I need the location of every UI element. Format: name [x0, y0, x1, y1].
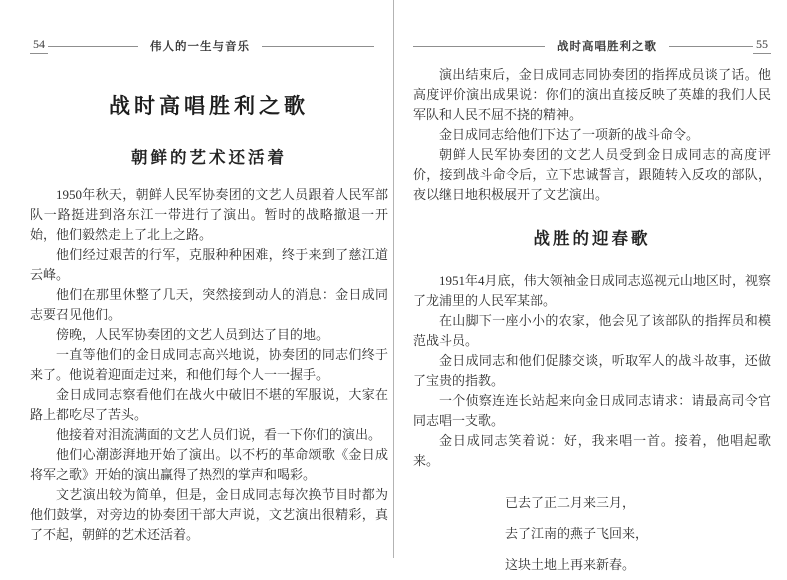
right-body-text-bottom [413, 271, 771, 471]
paragraph: 1950年秋天，朝鲜人民军协奏团的文艺人员跟着人民军部队一路挺进到洛东江一带进行了演出。暂时的战略撤退一开始，他们毅然走上了北上之路。 [30, 187, 388, 242]
right-running-title: 战时高唱胜利之歌 [557, 41, 657, 53]
lyric-line: 已去了正二月来三月， [505, 495, 636, 510]
paragraph: 他们经过艰苦的行军，克服种种困难，终于来到了慈江道云峰。 [30, 247, 388, 282]
paragraph: 他们在那里休整了几天，突然接到动人的消息：金日成同志要召见他们。 [30, 287, 388, 322]
paragraph: 演出结束后，金日成同志同协奏团的指挥成员谈了话。他高度评价演出成果说：你们的演出直接反映了英雄的我们人民军队和人民不屈不挠的精神。 [413, 67, 771, 122]
left-body-text [30, 185, 388, 545]
section-title-left: 朝鲜的艺术还活着 [131, 148, 287, 167]
paragraph: 金日成同志和他们促膝交谈，听取军人的战斗故事，还做了宝贵的指教。 [413, 353, 771, 388]
chapter-title: 战时高唱胜利之歌 [109, 94, 309, 118]
lyric-line: 去了江南的燕子飞回来， [505, 526, 649, 541]
paragraph: 他们心潮澎湃地开始了演出。以不朽的革命颂歌《金日成将军之歌》开始的演出赢得了热烈的掌声和喝彩。 [30, 447, 388, 482]
header-rule [669, 46, 753, 47]
left-page-header [30, 38, 388, 54]
header-rule [413, 46, 545, 47]
paragraph: 傍晚，人民军协奏团的文艺人员到达了目的地。 [56, 327, 330, 342]
right-page-header [413, 38, 771, 54]
lyric-line: 这块土地上再来新春。 [505, 557, 636, 572]
page-right [393, 0, 787, 572]
paragraph: 一个侦察连连长站起来向金日成同志请求：请最高司令官同志唱一支歌。 [413, 393, 771, 428]
page-left [0, 0, 393, 558]
right-body-text-top [413, 65, 771, 205]
left-running-title: 伟人的一生与音乐 [150, 41, 250, 53]
paragraph: 金日成同志给他们下达了一项新的战斗命令。 [439, 127, 700, 142]
paragraph: 金日成同志笑着说：好，我来唱一首。接着，他唱起歌来。 [413, 433, 771, 468]
paragraph: 金日成同志察看他们在战火中破旧不堪的军服说，大家在路上都吃尽了苦头。 [30, 387, 388, 422]
header-rule [48, 46, 138, 47]
song-lyrics [505, 487, 771, 580]
paragraph: 他接着对泪流满面的文艺人员们说，看一下你们的演出。 [56, 427, 382, 442]
paragraph: 文艺演出较为简单，但是，金日成同志每次换节目时都为他们鼓掌，对旁边的协奏团干部大声说，文艺演出很精彩，真了不起，朝鲜的艺术还活着。 [30, 487, 388, 542]
paragraph: 朝鲜人民军协奏团的文艺人员受到金日成同志的高度评价，接到战斗命令后，立下忠诚誓言，跟随转入反攻的部队，夜以继日地积极展开了文艺演出。 [413, 147, 771, 202]
section-title-right: 战胜的迎春歌 [533, 229, 651, 248]
paragraph: 在山脚下一座小小的农家，他会见了该部队的指挥员和模范战斗员。 [413, 313, 771, 348]
right-page-number: 55 [753, 38, 771, 54]
header-rule [262, 46, 374, 47]
paragraph: 1951年4月底，伟大领袖金日成同志巡视元山地区时，视察了龙浦里的人民军某部。 [413, 273, 771, 308]
left-page-number: 54 [30, 38, 48, 54]
paragraph: 一直等他们的金日成同志高兴地说，协奏团的同志们终于来了。他说着迎面走过来，和他们每个人一一握手。 [30, 347, 388, 382]
